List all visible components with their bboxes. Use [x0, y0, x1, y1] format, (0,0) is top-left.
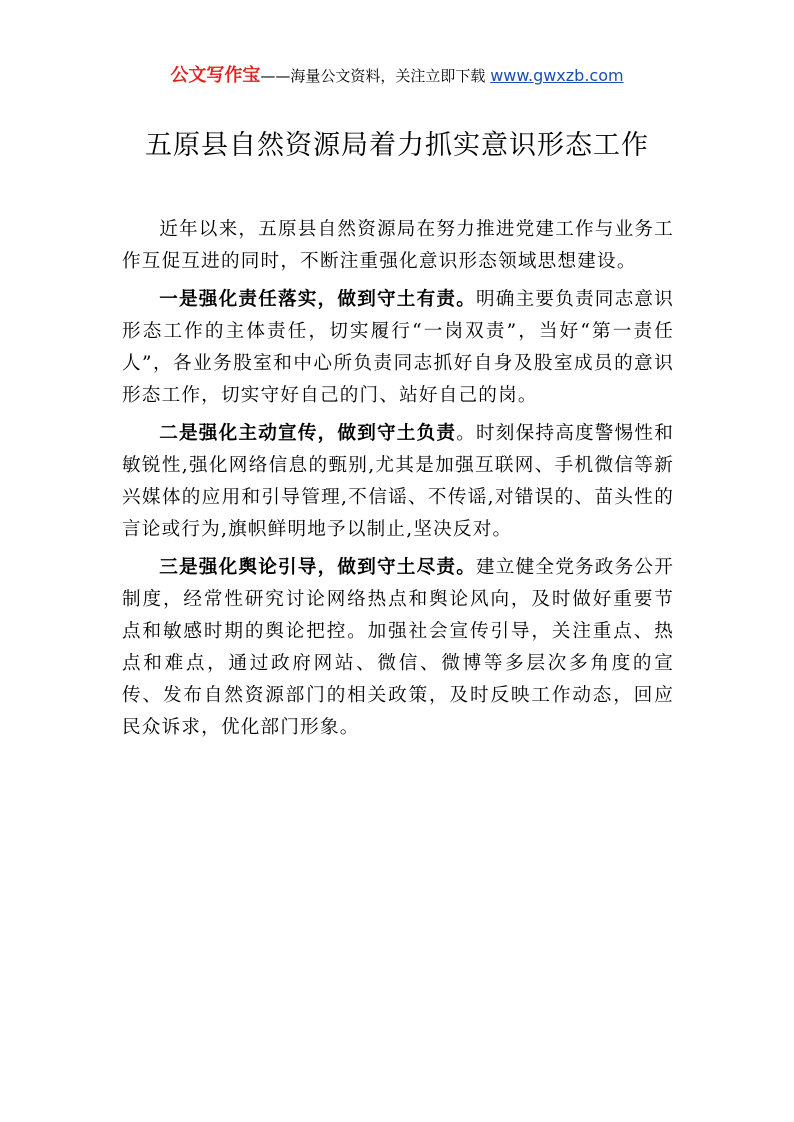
paragraph-point-1: [122, 284, 674, 412]
paragraph-lead: 三是强化舆论引导，做到守土尽责。: [159, 557, 476, 578]
paragraph-text: 近年以来，五原县自然资源局在努力推进党建工作与业务工作互促互进的同时，不断注重强化意识形态领域思想建设。: [122, 219, 674, 272]
paragraph-text: 明确主要负责同志意识形态工作的主体责任，切实履行“一岗双责”，当好“第一责任人”，各业务股室和中心所负责同志抓好自身及股室成员的意识形态工作，切实守好自己的门、站好自己的岗。: [122, 289, 674, 406]
site-link[interactable]: www.gwxzb.com: [490, 66, 624, 85]
paragraph-point-2: [122, 418, 674, 546]
document-body: [122, 214, 674, 750]
paragraph-point-3: [122, 552, 674, 744]
header-tagline: ——海量公文资料，关注立即下载: [260, 67, 491, 85]
paragraph-text: 。时刻保持高度警惕性和敏锐性,强化网络信息的甄别,尤其是加强互联网、手机微信等新兴媒体的应用和引导管理,不信谣、不传谣,对错误的、苗头性的言论或行为,旗帜鲜明地予以制止,坚决反对。: [122, 423, 674, 540]
brand-name: 公文写作宝: [170, 65, 261, 86]
paragraph-text: 建立健全党务政务公开制度，经常性研究讨论网络热点和舆论风向，及时做好重要节点和敏感时期的舆论把控。加强社会宣传引导，关注重点、热点和难点，通过政府网站、微信、微博等多层次多角度的宣传、发布自然资源部门的相关政策，及时反映工作动态，回应民众诉求，优化部门形象。: [122, 557, 674, 738]
paragraph-lead: 二是强化主动宣传，做到守土负责: [159, 423, 457, 444]
paragraph-intro: [122, 214, 674, 278]
document-title: 五原县自然资源局着力抓实意识形态工作: [145, 130, 649, 161]
paragraph-lead: 一是强化责任落实，做到守土有责。: [159, 289, 476, 310]
page-header: [0, 64, 794, 88]
